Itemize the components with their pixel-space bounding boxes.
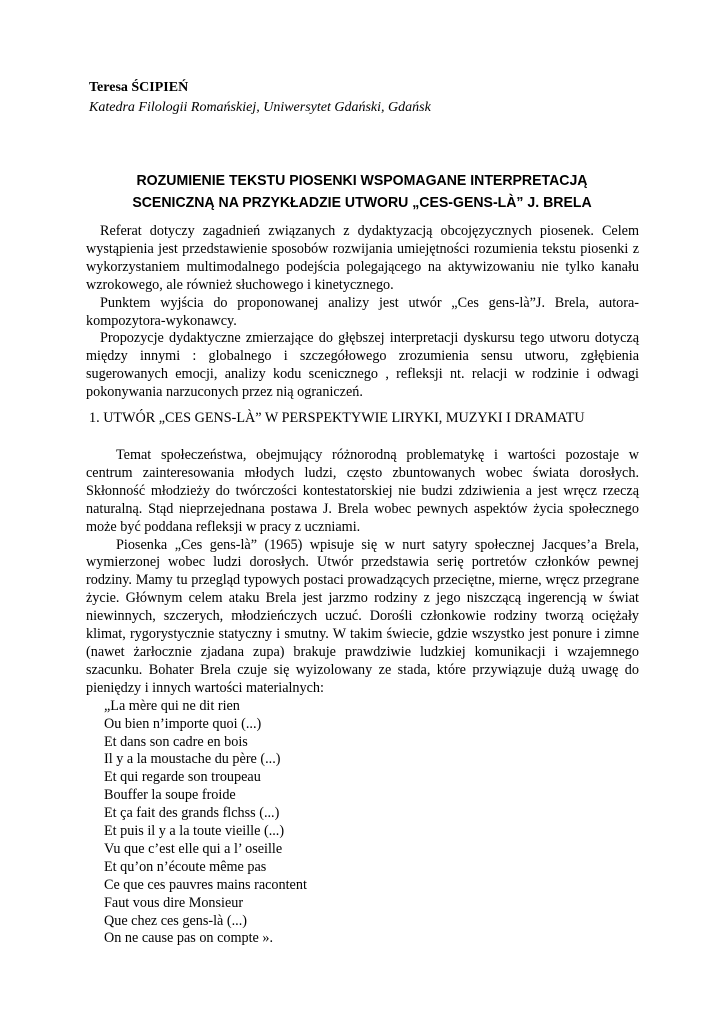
title-line-1: ROZUMIENIE TEKSTU PIOSENKI WSPOMAGANE INTERPRETACJĄ: [136, 172, 588, 189]
body-paragraph: Temat społeczeństwa, obejmujący różnorodną problematykę i wartości pozostaje w centrum zainteresowania młodych ludzi, często zbuntowanych wobec świata dorosłych. Skłonność młodzieży do twórczości kontestatorskiej nie budzi zdziwienia a jest wręcz rzeczą naturalną. Stąd nieprzejednana postawa J. Brela wobec pewnych aspektów życia społecznego może być poddana refleksji w pracy z uczniami.: [86, 447, 639, 535]
quote-line: „La mère qui ne dit rien: [104, 697, 240, 714]
quote-line: Et puis il y a la toute vieille (...): [104, 823, 285, 840]
author-name: Teresa ŚCIPIEŃ: [89, 80, 189, 95]
quote-line: Et dans son cadre en bois: [104, 733, 248, 750]
song-quote: [86, 698, 639, 949]
quote-line: Et qu’on n’écoute même pas: [104, 858, 267, 875]
title-line-2: SCENICZNĄ NA PRZYKŁADZIE UTWORU „CES-GENS-LÀ” J. BRELA: [132, 194, 592, 211]
quote-line: Faut vous dire Monsieur: [104, 894, 244, 911]
quote-line: Bouffer la soupe froide: [104, 787, 236, 804]
quote-line: Et qui regarde son troupeau: [104, 769, 261, 786]
quote-line: Ou bien n’importe quoi (...): [104, 715, 262, 732]
paper-title: [59, 170, 664, 214]
quote-line: On ne cause pas on compte ».: [104, 930, 274, 947]
abstract-paragraph: Punktem wyjścia do proponowanej analizy jest utwór „Ces gens-là”J. Brela, autora-kompozytora-wykonawcy.: [86, 294, 639, 329]
quote-line: Vu que c’est elle qui a l’ oseille: [104, 840, 283, 857]
quote-line: Que chez ces gens-là (...): [104, 912, 247, 929]
body-paragraph: Piosenka „Ces gens-là” (1965) wpisuje się w nurt satyry społecznej Jacques’a Brela, wymierzonej wobec ludzi dorosłych. Utwór przedstawia serię portretów członków pewnej rodziny. Mamy tu przegląd typowych postaci prowadzących przeciętne, mierne, wręcz przegrane życie. Głównym celem ataku Brela jest jarzmo rodziny z jego niszczącą ingerencją w świat niewinnych, szczerych, młodzieńczych uczuć. Dorośli członkowie rodziny tworzą ociężały klimat, rygorystycznie statyczny i smutny. W takim świecie, gdzie wszystko jest ponure i zimne (nawet żarłocznie zjadana zupa) brakuje prawdziwie ludzkiej komunikacji i wzajemnego szacunku. Bohater Brela czuje się wyizolowany ze stada, które przywiązuje dużą uwagę do pieniędzy i innych wartości materialnych:: [86, 536, 639, 696]
section-heading: 1. UTWÓR „CES GENS-LÀ” W PERSPEKTYWIE LIRYKI, MUZYKI I DRAMATU: [89, 410, 585, 426]
quote-line: Ce que ces pauvres mains racontent: [104, 876, 307, 893]
abstract: [86, 223, 639, 402]
quote-line: Et ça fait des grands flchss (...): [104, 805, 280, 822]
abstract-paragraph: Referat dotyczy zagadnień związanych z dydaktyzacją obcojęzycznych piosenek. Celem wystąpienia jest przedstawienie sposobów rozwijania umiejętności rozumienia tekstu piosenki z wykorzystaniem multimodalnego podejścia polegającego na aktywizowaniu nie tylko kanału wzrokowego, ale również słuchowego i kinetycznego.: [86, 223, 639, 293]
abstract-paragraph: Propozycje dydaktyczne zmierzające do głębszej interpretacji dyskursu tego utworu dotyczą między innymi : globalnego i szczegółowego zrozumienia sensu utworu, zgłębienia sugerowanych emocji, analizy kodu scenicznego , refleksji nt. relacji w rodzinie i odwagi pokonywania narzuconych przez nią ograniczeń.: [86, 330, 639, 401]
quote-line: Il y a la moustache du père (...): [104, 751, 281, 768]
section-body: [86, 447, 639, 948]
author-affiliation: Katedra Filologii Romańskiej, Uniwersytet Gdański, Gdańsk: [89, 100, 431, 115]
